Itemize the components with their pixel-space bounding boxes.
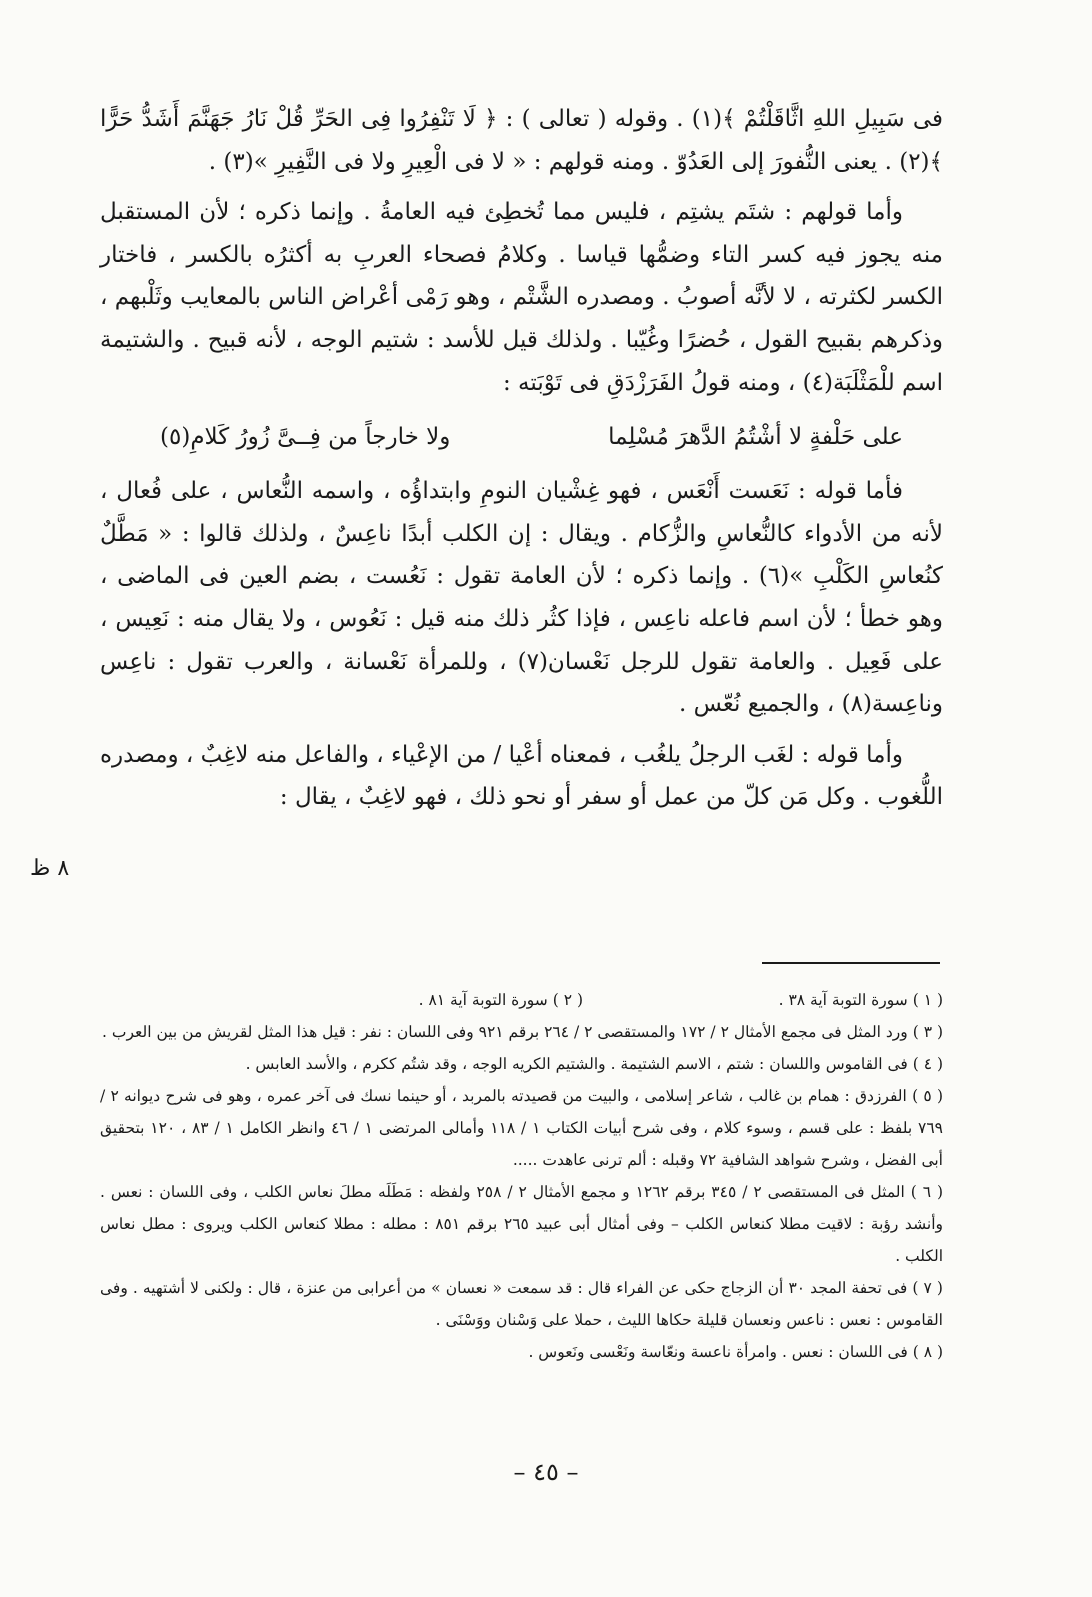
footnote-8: ( ٨ ) فى اللسان : نعس . وامرأة ناعسة ونعّاسة ونَعْسى ونَعوس .: [528, 1343, 943, 1361]
footnote-6: ( ٦ ) المثل فى المستقصى ٢ / ٣٤٥ برقم ١٢٦٢ و مجمع الأمثال ٢ / ٢٥٨ ولفظه : مَطَلَه مطلَ نعاس الكلب ، وفى اللسان : نعس . وأنشد رؤبة : لاقيت مطلا كنعاس الكلب – وفى أمثال أبى عبيد ٢٦٥ برقم ٨٥١ : مطله : مطلا كنعاس الكلب ويروى : مطل نعاس الكلب .: [100, 1183, 943, 1265]
page-number: – ٤٥ –: [513, 1458, 579, 1486]
manuscript-folio-marker: ٨ ظ: [30, 856, 70, 881]
footnote-separator: [762, 962, 940, 964]
poetry-verse: [100, 412, 943, 460]
footnote-7: ( ٧ ) فى تحفة المجد ٣٠ أن الزجاج حكى عن الفراء قال : قد سمعت « نعسان » من أعرابى من عنزة ، قال : ولكنى لا أشتهيه . وفى القاموس : نعس : ناعس ونعسان قليلة حكاها الليث ، حملا على وَسْنان ووَسْنَى .: [100, 1279, 943, 1329]
main-text: [100, 98, 943, 827]
footnote-5: ( ٥ ) الفرزدق : همام بن غالب ، شاعر إسلامى ، والبيت من قصيدته بالمربد ، أو حينما نسك فى آخر عمره ، وهو فى شرح ديوانه ٢ / ٧٦٩ بلفظ : على قسم ، وسوء كلام ، وفى شرح أبيات الكتاب ١ / ١١٨ وأمالى المرتضى ١ / ٤٦ وانظر الكامل ١ / ٨٣ ، ١٢٠ بتحقيق أبى الفضل ، وشرح شواهد الشافية ٧٢ وقبله : ألم ترنى عاهدت .....: [100, 1087, 943, 1169]
paragraph-1: فى سَبِيلِ اللهِ اثَّاقَلْتُمْ ﴾(١) . وقوله ( تعالى ) : ﴿ لَا تَنْفِرُوا فِى الحَرِّ قُلْ نَارُ جَهَنَّمَ أَشَدُّ حَرًّا ﴾(٢) . يعنى النُّفورَ إلى العَدُوّ . ومنه قولهم : « لا فى الْعِيرِ ولا فى النَّفِيرِ »(٣) .: [100, 106, 943, 175]
paragraph-4: وأما قوله : لغَب الرجلُ يلغُب ، فمعناه أعْيا / من الإعْياء ، والفاعل منه لاغِبٌ ، ومصدره اللُّغوب . وكل مَن كلّ من عمل أو سفر أو نحو ذلك ، فهو لاغِبٌ ، يقال :: [100, 741, 943, 811]
verse-first-hemistich: على حَلْفةٍ لا أشْتُمُ الدَّهرَ مُسْلِما: [608, 424, 903, 451]
footnote-1: ( ١ ) سورة التوبة آية ٣٨ .: [778, 991, 943, 1009]
footnote-4: ( ٤ ) فى القاموس واللسان : شتم ، الاسم الشتيمة . والشتيم الكريه الوجه ، وقد شتُم ككرم ، والأسد العابس .: [245, 1055, 943, 1073]
footnote-2: ( ٢ ) سورة التوبة آية ٨١ .: [418, 991, 583, 1009]
footnote-3: ( ٣ ) ورد المثل فى مجمع الأمثال ٢ / ١٧٢ والمستقصى ٢ / ٢٦٤ برقم ٩٢١ وفى اللسان : نفر : قيل هذا المثل لقريش من بين العرب .: [102, 1023, 943, 1041]
footnotes: [100, 984, 943, 1368]
verse-second-hemistich: ولا خارجاً من فِــىَّ زُورُ كَلامِ(٥): [160, 424, 451, 451]
paragraph-2: وأما قولهم : شتَم يشتِم ، فليس مما تُخطِئ فيه العامةُ . وإنما ذكره ؛ لأن المستقبل منه يجوز فيه كسر التاء وضمُّها قياسا . وكلامُ فصحاء العربِ به أكثرُه بالكسر ، فاختار الكسر لكثرته ، لا لأنَّه أصوبُ . ومصدره الشَّتْم ، وهو رَمْى أعْراض الناس بالمعايب وثَلْبهم ، وذكرهم بقبيح القول ، حُضرًا وغُيّبا . ولذلك قيل للأسد : شتيم الوجه ، لأنه قبيح . والشتيمة اسم للْمَثْلَبَة(٤) ، ومنه قولُ الفَرَزْدَقِ فى تَوْبَته :: [100, 199, 943, 396]
paragraph-3: فأما قوله : نَعَست أَنْعَس ، فهو غِشْيان النومِ وابتداؤُه ، واسمه النُّعاس ، على فُعال ، لأنه من الأدواء كالنُّعاسِ والزُّكام . ويقال : إن الكلب أبدًا ناعِسٌ ، ولذلك قالوا : « مَطَّلٌ كنُعاسِ الكَلْبِ »(٦) . وإنما ذكره ؛ لأن العامة تقول : نَعُست ، بضم العين فى الماضى ، وهو خطأ ؛ لأن اسم فاعله ناعِس ، فإذا كثُر ذلك منه قيل : نَعُوس ، ولا يقال منه : نَعِيس ، على فَعِيل . والعامة تقول للرجل نَعْسان(٧) ، وللمرأة نَعْسانة ، والعرب تقول : ناعِس وناعِسة(٨) ، والجميع نُعّس .: [100, 478, 944, 718]
footnote-row-1-2: [100, 984, 943, 1016]
